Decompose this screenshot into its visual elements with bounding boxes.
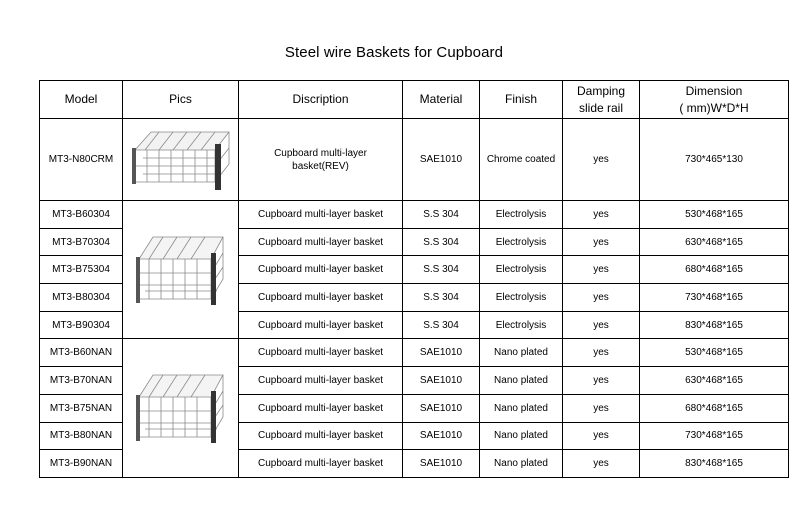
header-damping-line1: Damping	[576, 83, 626, 98]
cell-model: MT3-B70304	[40, 228, 123, 256]
cell-finish: Nano plated	[480, 367, 563, 395]
spec-table	[39, 80, 789, 478]
cell-damping: yes	[563, 394, 640, 422]
cell-model: MT3-B60NAN	[40, 339, 123, 367]
cell-dimension: 680*468*165	[640, 256, 789, 284]
header-finish: Finish	[480, 81, 563, 119]
cell-damping: yes	[563, 367, 640, 395]
cell-finish: Nano plated	[480, 450, 563, 478]
cell-description: Cupboard multi-layer basket	[239, 311, 403, 339]
cell-dimension: 730*468*165	[640, 284, 789, 312]
header-damping-line2: slide rail	[578, 100, 623, 115]
cell-damping: yes	[563, 339, 640, 367]
cell-description: Cupboard multi-layer basket	[239, 422, 403, 450]
cell-material: SAE1010	[403, 450, 480, 478]
cell-material: SAE1010	[403, 119, 480, 201]
cell-model: MT3-N80CRM	[40, 119, 123, 201]
table-row	[40, 201, 789, 229]
cell-dimension: 630*468*165	[640, 367, 789, 395]
cell-finish: Electrolysis	[480, 284, 563, 312]
cell-finish: Electrolysis	[480, 311, 563, 339]
cell-finish: Nano plated	[480, 422, 563, 450]
cell-material: SAE1010	[403, 367, 480, 395]
cell-dimension: 730*465*130	[640, 119, 789, 201]
cell-material: S.S 304	[403, 256, 480, 284]
cell-material: S.S 304	[403, 284, 480, 312]
cell-description: Cupboard multi-layer basket	[239, 450, 403, 478]
header-material: Material	[403, 81, 480, 119]
basket-image	[133, 367, 229, 449]
header-dimension	[640, 81, 789, 119]
cell-dimension: 680*468*165	[640, 394, 789, 422]
product-photo	[123, 339, 239, 477]
cell-finish: Electrolysis	[480, 256, 563, 284]
cell-damping: yes	[563, 201, 640, 229]
cell-description: Cupboard multi-layer basket	[239, 367, 403, 395]
cell-model: MT3-B70NAN	[40, 367, 123, 395]
description-line1: Cupboard multi-layer	[274, 147, 367, 159]
table-row	[40, 119, 789, 201]
header-damping	[563, 81, 640, 119]
cell-model: MT3-B75304	[40, 256, 123, 284]
cell-dimension: 530*468*165	[640, 339, 789, 367]
cell-dimension: 530*468*165	[640, 201, 789, 229]
cell-damping: yes	[563, 422, 640, 450]
cell-dimension: 830*468*165	[640, 450, 789, 478]
cell-description: Cupboard multi-layer basket	[239, 201, 403, 229]
cell-damping: yes	[563, 284, 640, 312]
cell-material: S.S 304	[403, 311, 480, 339]
cell-damping: yes	[563, 311, 640, 339]
basket-image	[133, 229, 229, 311]
cell-material: S.S 304	[403, 201, 480, 229]
cell-model: MT3-B75NAN	[40, 394, 123, 422]
header-dimension-line1: Dimension	[685, 83, 743, 98]
table-row	[40, 339, 789, 367]
cell-dimension: 730*468*165	[640, 422, 789, 450]
cell-damping: yes	[563, 119, 640, 201]
cell-damping: yes	[563, 228, 640, 256]
cell-description: Cupboard multi-layer basket	[239, 256, 403, 284]
cell-finish: Electrolysis	[480, 201, 563, 229]
page-title: Steel wire Baskets for Cupboard	[284, 44, 504, 61]
cell-model: MT3-B80NAN	[40, 422, 123, 450]
cell-material: SAE1010	[403, 394, 480, 422]
header-dimension-line2: ( mm)W*D*H	[679, 100, 749, 115]
cell-finish: Nano plated	[480, 339, 563, 367]
cell-finish: Nano plated	[480, 394, 563, 422]
cell-material: S.S 304	[403, 228, 480, 256]
cell-model: MT3-B90304	[40, 311, 123, 339]
cell-dimension: 630*468*165	[640, 228, 789, 256]
cell-dimension: 830*468*165	[640, 311, 789, 339]
cell-description: Cupboard multi-layer basket	[239, 339, 403, 367]
product-photo	[123, 201, 239, 339]
cell-description: Cupboard multi-layer basket	[239, 284, 403, 312]
cell-description: Cupboard multi-layer basket	[239, 228, 403, 256]
basket-image	[129, 124, 233, 196]
product-photo	[123, 119, 239, 201]
cell-material: SAE1010	[403, 339, 480, 367]
cell-model: MT3-B80304	[40, 284, 123, 312]
header-row	[40, 81, 789, 119]
cell-damping: yes	[563, 450, 640, 478]
cell-material: SAE1010	[403, 422, 480, 450]
cell-model: MT3-B60304	[40, 201, 123, 229]
description-line2: basket(REV)	[292, 160, 349, 172]
header-pics: Pics	[123, 81, 239, 119]
header-description: Discription	[239, 81, 403, 119]
cell-damping: yes	[563, 256, 640, 284]
cell-finish: Electrolysis	[480, 228, 563, 256]
cell-description	[239, 119, 403, 201]
cell-finish: Chrome coated	[480, 119, 563, 201]
cell-model: MT3-B90NAN	[40, 450, 123, 478]
header-model: Model	[40, 81, 123, 119]
cell-description: Cupboard multi-layer basket	[239, 394, 403, 422]
